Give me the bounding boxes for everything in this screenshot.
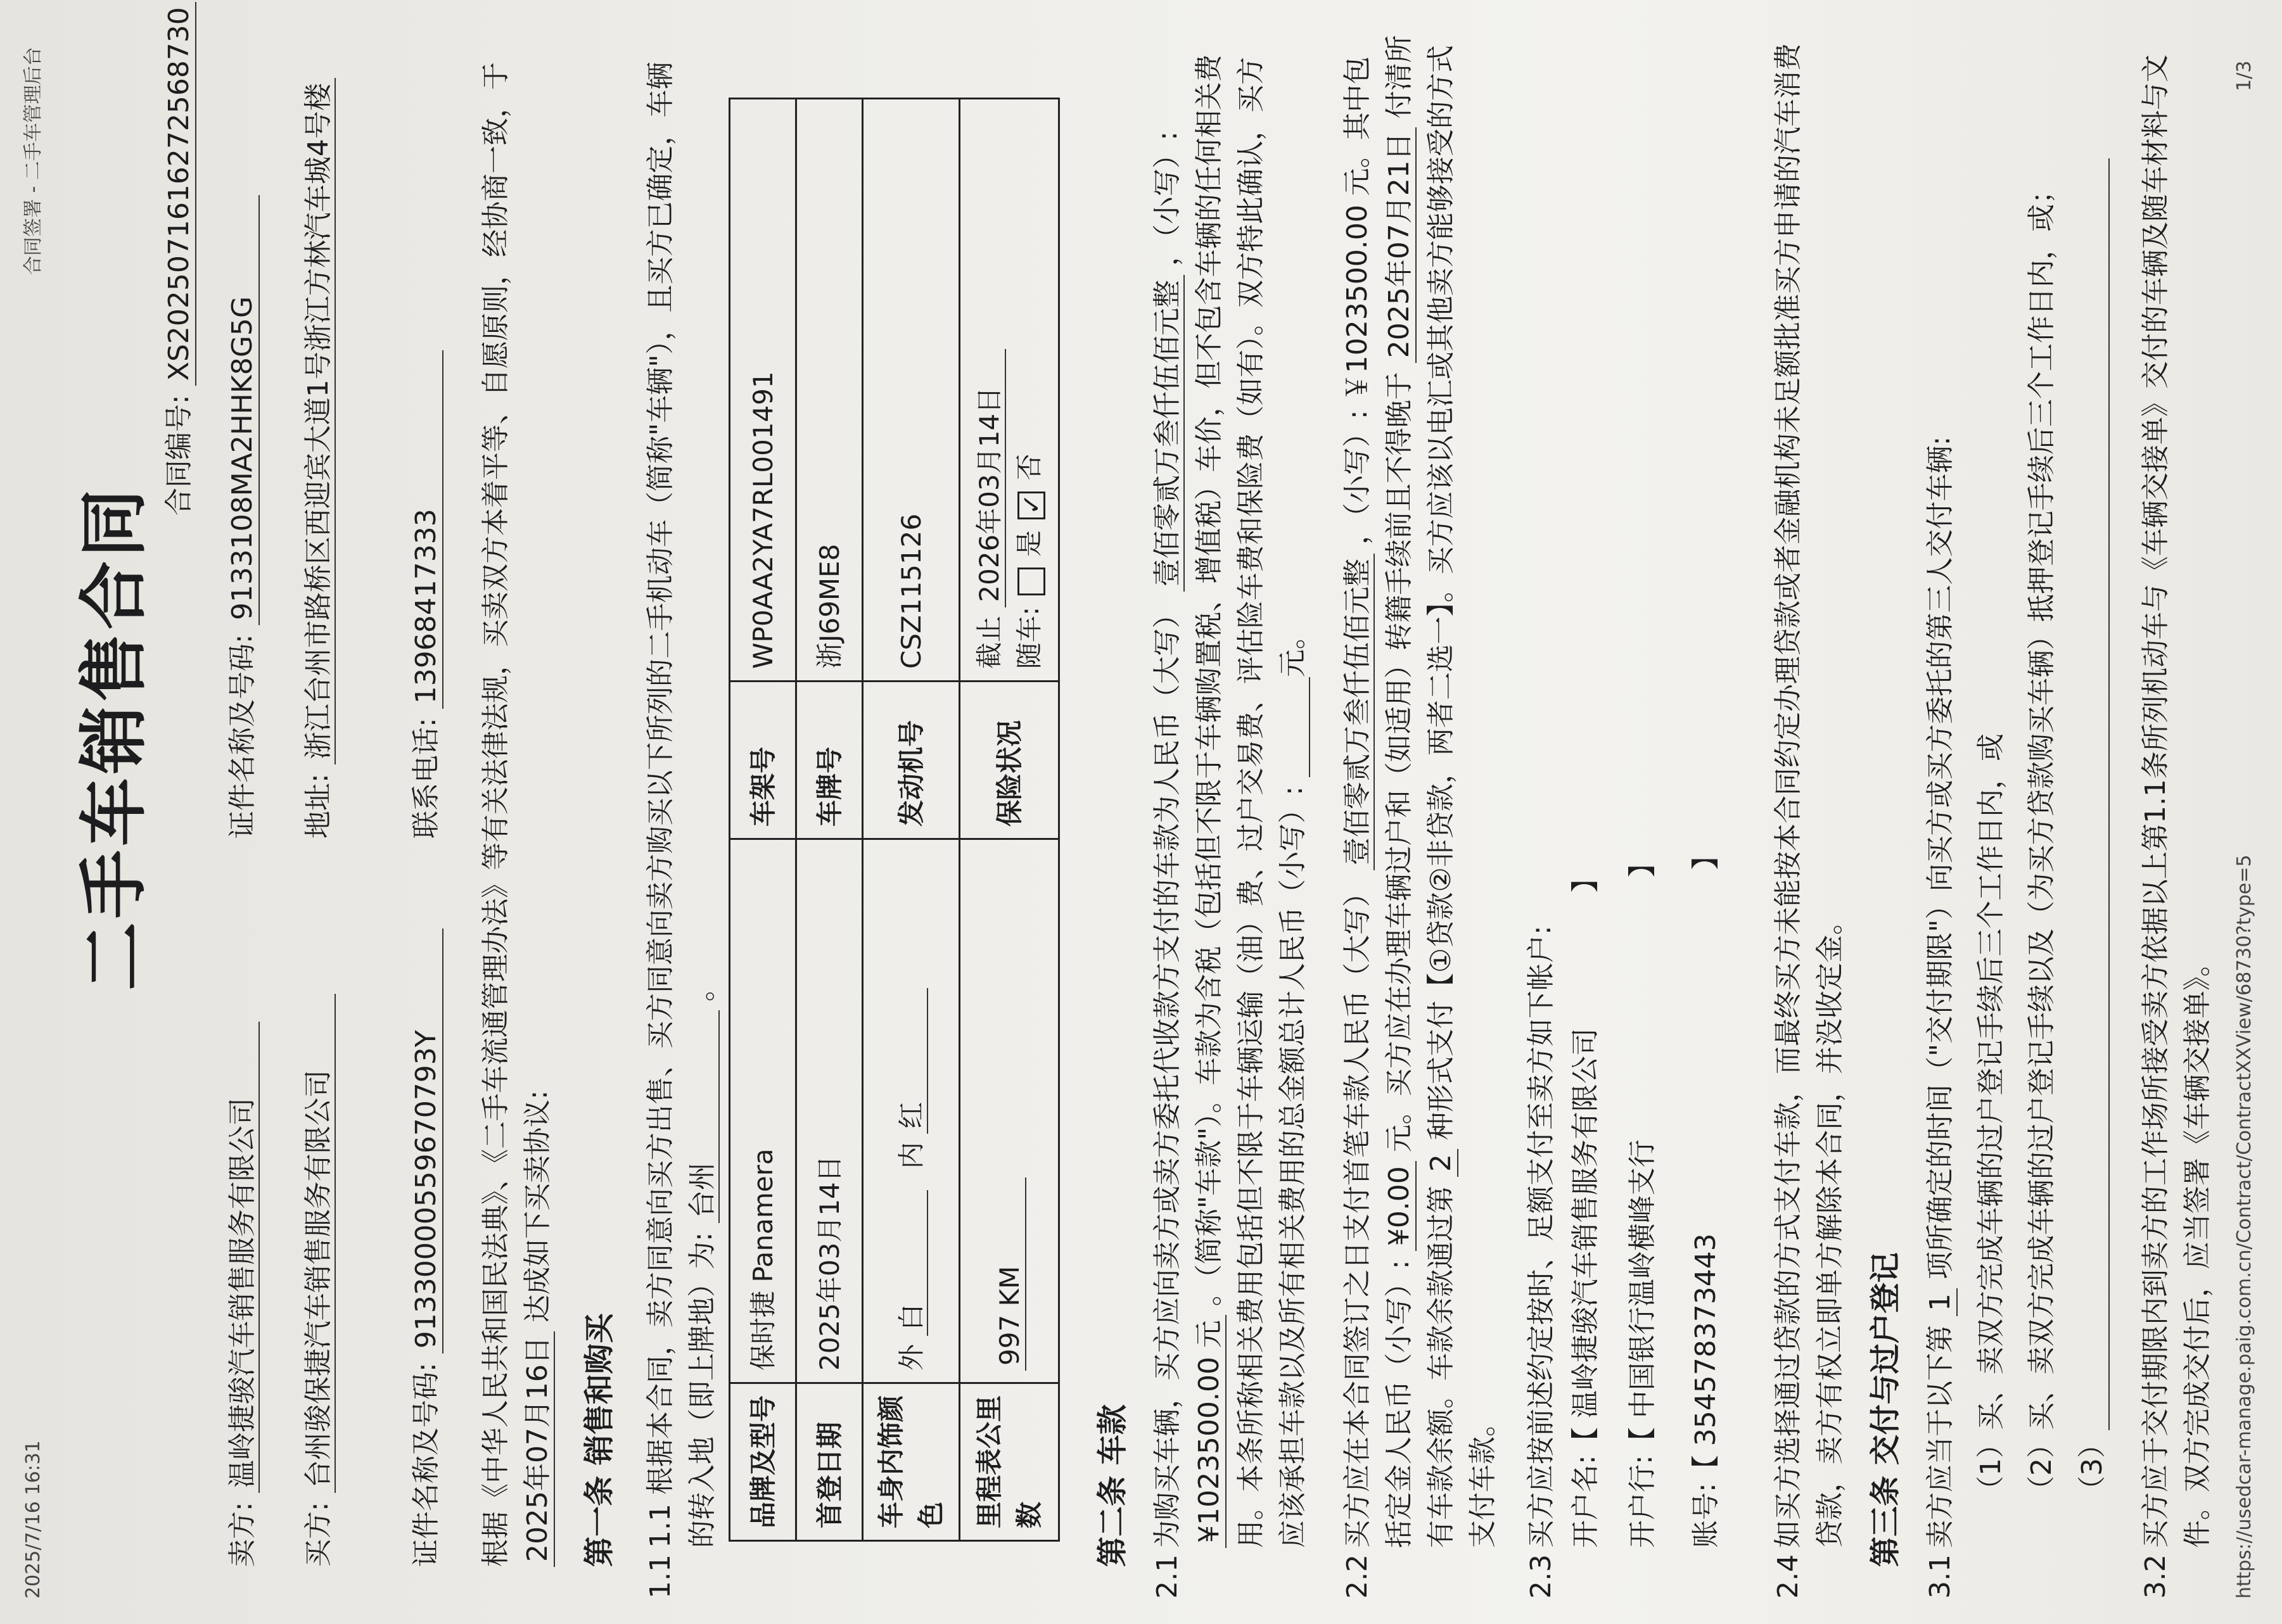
vehicle-row-1: [730, 99, 796, 1541]
print-timestamp: 2025/7/16 16:31: [22, 1440, 44, 1599]
bank-value: 中国银行温岭横峰支行: [1626, 1139, 1659, 1419]
section3-title: 第三条 交付与过户登记: [1868, 1252, 1903, 1567]
yes-checkbox[interactable]: [1017, 568, 1045, 595]
mileage-value: [960, 839, 1059, 1383]
account-number-label: 账号:【: [1690, 1455, 1722, 1548]
sec2-2-text-b: ，（小写）: ￥1023500.00 元。其中包括定金人民币（小写）:: [1341, 56, 1415, 1548]
brand-value: 保时捷 Panamera: [730, 839, 796, 1383]
insurance-until-date: 2026年03月14日: [974, 349, 1006, 607]
buyer-phone-label: 联系电话:: [410, 718, 442, 839]
no-checkbox[interactable]: [1017, 492, 1045, 519]
account-name-close: 】: [1569, 865, 1602, 893]
color-interior-value: 红: [896, 988, 928, 1134]
preamble: [475, 34, 559, 1567]
delivery-option-1: （1）买、卖双方完成车辆的过户登记手续后三个工作日内，或: [1975, 733, 2007, 1504]
color-value: [863, 839, 960, 1383]
buyer-phone-row: [405, 350, 447, 839]
buyer-id-value: 91330000559670793Y: [410, 929, 443, 1354]
sec2-2-num: 2.2: [1341, 1554, 1374, 1599]
sec3-2-text: 买方应于交付期限内到卖方的工作场所接受卖方依据以上第1.1条所列机动车与《车辆交接单》交付的车辆及随车材料与文件。双方完成交付后，应当签署《车辆交接单》。: [2139, 54, 2214, 1548]
contract-number: [158, 2, 200, 516]
sec1-place: 台州: [686, 1010, 720, 1223]
price-lower: ¥1023500.00 元: [1193, 1315, 1227, 1548]
seller-name: 温岭捷骏汽车销售服务有限公司: [226, 1022, 260, 1493]
insurance-until: [969, 111, 1009, 669]
account-name-label: 开户名:【: [1569, 1427, 1602, 1548]
first-payment-upper: 壹佰零贰万叁仟伍佰元整: [1341, 554, 1375, 870]
price-upper: 壹佰零贰万叁仟伍佰元整: [1151, 275, 1185, 592]
color-exterior-value: 白: [896, 1190, 928, 1336]
sec2-2-text-d: 付清所有车款余额。车款余款通过第: [1383, 35, 1457, 1548]
first-reg-value: 2025年03月14日: [796, 839, 863, 1383]
preamble-text: 根据《中华人民共和国民法典》、《二手车流通管理办法》等有关法律法规，买卖双方本着平等、自愿原则，经协商一致，于: [480, 62, 512, 1567]
print-url: https://usedcar-manage.paig.com.cn/Contract/ContractXXView/68730?type=5: [2233, 854, 2255, 1599]
vehicle-table: [729, 98, 1060, 1542]
page-number: 1/3: [2233, 60, 2255, 91]
contract-number-value: XS2025071616272568730: [163, 2, 196, 386]
sec2-3-text: 买方应按前述约定按时、足额支付至卖方如下帐户:: [1525, 925, 1557, 1548]
vehicle-row-3: [863, 99, 960, 1541]
insurance-value: [960, 99, 1059, 682]
total-fees-blank: [1277, 677, 1310, 777]
buyer-row: [298, 994, 340, 1567]
sec2-1-text-b: ，（小写）:: [1151, 131, 1183, 266]
follow-car: [1009, 111, 1049, 669]
sec1-num: 1.1: [644, 1554, 677, 1599]
sec3-1-num: 3.1: [1924, 1554, 1956, 1599]
sec3-2-num: 3.2: [2139, 1554, 2172, 1599]
insurance-until-label: 截止: [974, 615, 1005, 669]
sec2-2-text-a: 买方应在本合同签订之日支付首笔车款人民币（大写）: [1341, 879, 1374, 1548]
sec3-1-paragraph: [1920, 34, 1961, 1548]
seller-label: 卖方:: [226, 1502, 258, 1567]
sec3-1-text-b: 项所确定的时间（"交付期限"）向买方或买方委托的第三人交付车辆:: [1924, 436, 1956, 1279]
mileage-number: 997 KM: [994, 1177, 1026, 1371]
sec3-1-text-a: 卖方应当于以下第: [1924, 1325, 1956, 1548]
sec2-4-num: 2.4: [1772, 1554, 1804, 1599]
delivery-option-3: [2072, 158, 2113, 1504]
balance-due-date: 2025年07月21日: [1383, 127, 1417, 363]
insurance-label: 保险状况: [960, 682, 1059, 839]
first-reg-label: 首登日期: [796, 1383, 863, 1541]
sec2-1-text-c: 。（简称"车款"）。车款为含税（包括但不限于车辆购置税、增值税）车价，但不包含车辆的任何相关费用。本条所称相关费用包括但不限于车辆运输（油）费、过户交易费、评估险车费和保险费（如有）。双方特此确认，买方应该承担车款以及所有相关费用的总金额总计人民币（小写）:: [1193, 54, 1309, 1548]
sec2-1-end: 元。: [1277, 621, 1309, 678]
sec2-3-num: 2.3: [1525, 1554, 1557, 1599]
account-number-value: 354578373443: [1690, 1233, 1722, 1447]
engine-value: CSZ115126: [863, 99, 960, 682]
seller-id-row: [222, 195, 264, 839]
buyer-phone-value: 13968417333: [410, 350, 443, 709]
mileage-label: 里程表公里数: [960, 1383, 1059, 1541]
contract-title: 二手车销售合同: [75, 485, 154, 991]
no-label: 否: [1014, 454, 1045, 481]
sec2-1-num: 2.1: [1151, 1554, 1183, 1599]
sec2-4-text: 如买方选择通过贷款的方式支付车款，而最终买方未能按本合同约定办理贷款或者金融机构未足额批准买方申请的汽车消费贷款，卖方有权立即单方解除本合同，并没收定金。: [1772, 43, 1846, 1548]
sec2-1-paragraph: [1147, 34, 1314, 1548]
delivery-option-2: （2）买、卖双方完成车辆的过户登记手续以及（为买方贷款购买车辆）抵押登记手续后三个工作日内，或；: [2025, 176, 2058, 1504]
bank-row: [1622, 849, 1664, 1548]
account-name-value: 温岭捷骏汽车销售服务有限公司: [1569, 1028, 1602, 1419]
print-site-title: 合同签署 - 二手车管理后台: [22, 47, 44, 275]
plate-label: 车牌号: [796, 682, 863, 839]
payment-method-number: 2: [1425, 1149, 1458, 1177]
bank-close: 】: [1626, 849, 1659, 878]
sec2-2-paragraph: [1337, 34, 1504, 1548]
buyer-id-row: [405, 929, 447, 1567]
buyer-id-label: 证件名称及号码:: [410, 1362, 442, 1567]
plate-value: 浙J69ME8: [796, 99, 863, 682]
section1-title: 第一条 销售和购买: [582, 1313, 617, 1567]
section2-title: 第二条 车款: [1095, 1404, 1130, 1567]
vin-value: WP0AA2YA7RL001491: [730, 99, 796, 682]
seller-id-label: 证件名称及号码:: [226, 634, 258, 839]
delivery-option-3-label: （3）: [2076, 1430, 2108, 1504]
seller-id-value: 9133108MA2HHK8G5G: [226, 195, 260, 625]
account-name-row: [1565, 865, 1607, 1548]
engine-label: 发动机号: [863, 682, 960, 839]
seller-address-value: 浙江台州市路桥区西迎宾大道1号浙江方林汽车城4号楼: [302, 78, 336, 764]
yes-label: 是: [1014, 530, 1045, 557]
color-exterior-prefix: 外: [895, 1343, 927, 1371]
sec2-2-text-c: 元。买方应在办理车辆过户和（如适用）转籍手续前且不得晚于: [1383, 372, 1415, 1153]
sec2-1-text-a: 为购买车辆，买方应向卖方或卖方委托代收款方支付的车款为人民币（大写）: [1151, 600, 1183, 1548]
color-label: 车身内饰颜色: [863, 1383, 960, 1541]
account-number-row: [1685, 842, 1727, 1548]
delivery-option-number: 1: [1924, 1288, 1958, 1316]
vehicle-row-2: [796, 99, 863, 1541]
delivery-option-3-blank: [2076, 158, 2110, 1430]
account-number-close: 】: [1690, 842, 1722, 870]
color-interior-prefix: 内: [895, 1142, 927, 1169]
seller-address-label: 地址:: [302, 773, 335, 839]
vin-label: 车架号: [730, 682, 796, 839]
preamble-date: 2025年07月16日: [521, 1331, 555, 1567]
seller-address-row: [298, 47, 340, 839]
contract-number-label: 合同编号:: [163, 395, 195, 516]
vehicle-row-4: [960, 99, 1059, 1541]
brand-label: 品牌及型号: [730, 1383, 796, 1541]
seller-row: [222, 1022, 264, 1567]
sec2-2-text-e: 种形式支付【①贷款②非贷款，两者二选一】。买方应该以电汇或其他卖方能够接受的方式支付车款。: [1425, 45, 1499, 1548]
sec1-end: 。: [686, 974, 718, 1002]
follow-label: 随车:: [1014, 606, 1045, 669]
preamble-end: 达成如下买卖协议:: [521, 1090, 554, 1323]
deposit-amount: ¥0.00: [1383, 1161, 1417, 1251]
sec1-paragraph: [640, 34, 723, 1548]
buyer-label: 买方:: [302, 1502, 335, 1567]
sec1-text: 1.1 根据本合同，卖方同意向买方出售、买方同意向卖方购买以下所列的二手机动车（简称"车辆"），且买方已确定，车辆的转入地（即上牌地）为:: [644, 61, 718, 1548]
buyer-name: 台州骏保捷汽车销售服务有限公司: [302, 994, 336, 1493]
bank-label: 开户行:【: [1626, 1427, 1659, 1548]
